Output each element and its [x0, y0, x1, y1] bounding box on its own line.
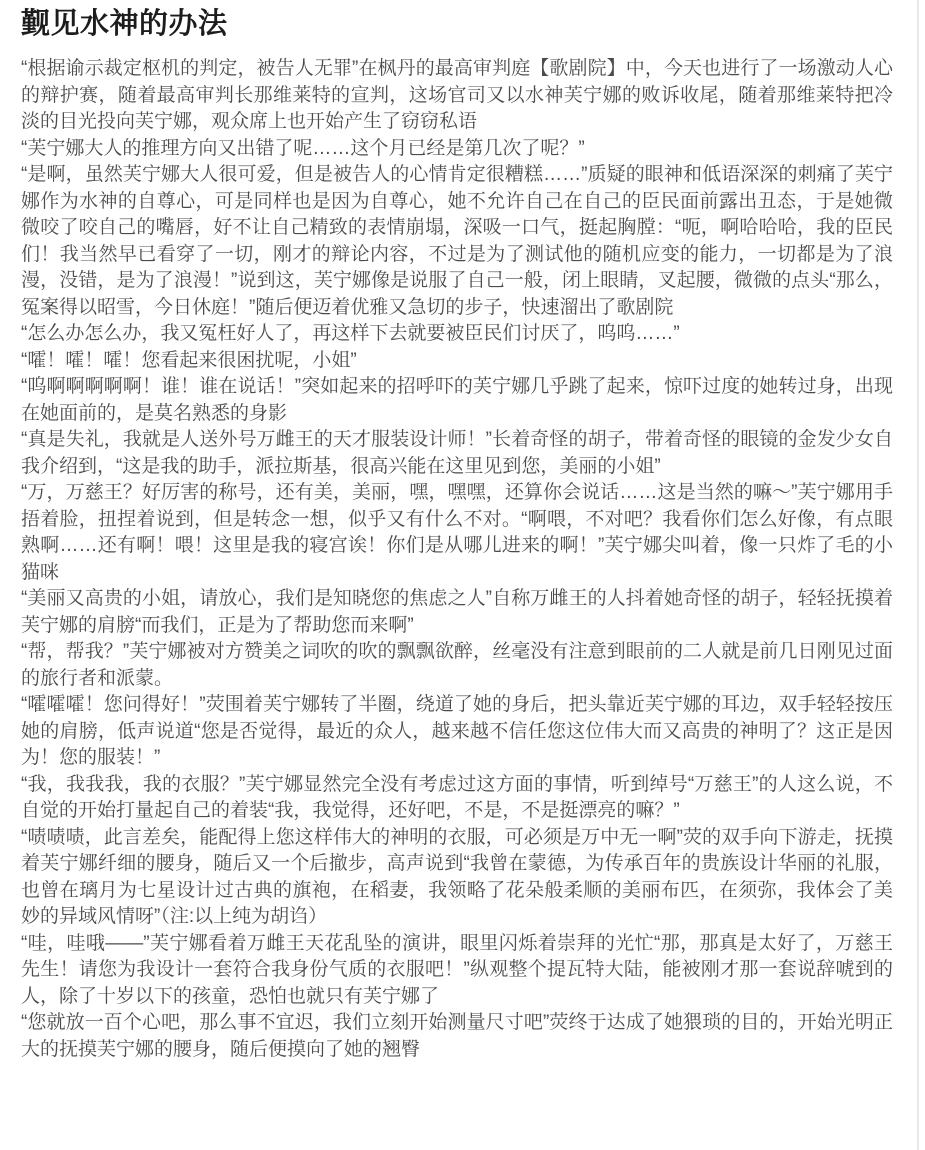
paragraph: “根据谕示裁定枢机的判定，被告人无罪”在枫丹的最高审判庭【歌剧院】中，今天也进行了一场激动人心的辩护赛，随着最高审判长那维莱特的宣判，这场官司又以水神芙宁娜的败诉收尾，随着那维莱特把冷淡的目光投向芙宁娜，观众席上也开始产生了窃窃私语 — [21, 58, 893, 132]
paragraph: “嚯！嚯！嚯！您看起来很困扰呢，小姐” — [21, 349, 357, 371]
paragraph: “是啊，虽然芙宁娜大人很可爱，但是被告人的心情肯定很糟糕……”质疑的眼神和低语深深的刺痛了芙宁娜作为水神的自尊心，可是同样也是因为自尊心，她不允许自己在自己的臣民面前露出丑态，于是她微微咬了咬自己的嘴唇，好不让自己精致的表情崩塌，深吸一口气，挺起胸膛：“呃，啊哈哈哈，我的臣民们！我当然早已看穿了一切，刚才的辩论内容，不过是为了测试他的随机应变的能力，一切都是为了浪漫，没错，是为了浪漫！”说到这，芙宁娜像是说服了自己一般，闭上眼睛，叉起腰，微微的点头“那么，冤案得以昭雪，今日休庭！”随后便迈着优雅又急切的步子，快速溜出了歌剧院 — [21, 164, 893, 318]
paragraph: “美丽又高贵的小姐，请放心，我们是知晓您的焦虑之人”自称万雌王的人抖着她奇怪的胡子，轻轻抚摸着芙宁娜的肩膀“而我们，正是为了帮助您而来啊” — [21, 588, 893, 636]
paragraph: “啧啧啧，此言差矣，能配得上您这样伟大的神明的衣服，可必须是万中无一啊”荧的双手向下游走，抚摸着芙宁娜纤细的腰身，随后又一个后撤步，高声说到“我曾在蒙德，为传承百年的贵族设计华丽的礼服，也曾在璃月为七星设计过古典的旗袍，在稻妻，我领略了花朵般柔顺的美丽布匹，在须弥，我体会了美妙的异域风情呀”（注:以上纯为胡诌） — [21, 826, 893, 927]
page-title: 觐见水神的办法 — [21, 8, 228, 40]
paragraph: “芙宁娜大人的推理方向又出错了呢……这个月已经是第几次了呢？” — [21, 137, 585, 159]
scrollbar-track[interactable] — [917, 0, 919, 1150]
paragraph: “哇，哇哦——”芙宁娜看着万雌王天花乱坠的演讲，眼里闪烁着崇拜的光忙“那，那真是太好了，万慈王先生！请您为我设计一套符合我身份气质的衣服吧！”纵观整个提瓦特大陆，能被刚才那一套说辞唬到的人，除了十岁以下的孩童，恐怕也就只有芙宁娜了 — [21, 932, 893, 1007]
paragraph: “我，我我我，我的衣服？”芙宁娜显然完全没有考虑过这方面的事情，听到绰号“万慈王”的人这么说，不自觉的开始打量起自己的着装“我，我觉得，还好吧，不是，不是挺漂亮的嘛？” — [21, 773, 893, 821]
paragraph: “万，万慈王？好厉害的称号，还有美，美丽，嘿，嘿嘿，还算你会说话……这是当然的嘛～”芙宁娜用手捂着脸，扭捏着说到，但是转念一想，似乎又有什么不对。“啊喂，不对吧？我看你们怎么好像，有点眼熟啊……还有啊！喂！这里是我的寝宫诶！你们是从哪儿进来的啊！”芙宁娜尖叫着，像一只炸了毛的小猫咪 — [21, 482, 893, 583]
paragraph: “帮，帮我？”芙宁娜被对方赞美之词吹的吹的飘飘欲醉，丝毫没有注意到眼前的二人就是前几日刚见过面的旅行者和派蒙。 — [21, 641, 893, 689]
paragraph: “呜啊啊啊啊啊！谁！谁在说话！”突如起来的招呼吓的芙宁娜几乎跳了起来，惊吓过度的她转过身，出现在她面前的，是莫名熟悉的身影 — [21, 376, 893, 424]
paragraph: “您就放一百个心吧，那么事不宜迟，我们立刻开始测量尺寸吧”荧终于达成了她猥琐的目的，开始光明正大的抚摸芙宁娜的腰身，随后便摸向了她的翘臀 — [21, 1012, 893, 1060]
article-body — [21, 56, 893, 1063]
paragraph: “真是失礼，我就是人送外号万雌王的天才服装设计师！”长着奇怪的胡子，带着奇怪的眼镜的金发少女自我介绍到，“这是我的助手，派拉斯基，很高兴能在这里见到您，美丽的小姐” — [21, 429, 893, 477]
paragraph: “怎么办怎么办，我又冤枉好人了，再这样下去就要被臣民们讨厌了，呜呜……” — [21, 323, 680, 344]
paragraph: “嚯嚯嚯！您问得好！”荧围着芙宁娜转了半圈，绕道了她的身后，把头靠近芙宁娜的耳边，双手轻轻按压她的肩膀，低声说道“您是否觉得，最近的众人，越来越不信任您这位伟大而又高贵的神明了？这正是因为！您的服装！” — [21, 694, 893, 768]
